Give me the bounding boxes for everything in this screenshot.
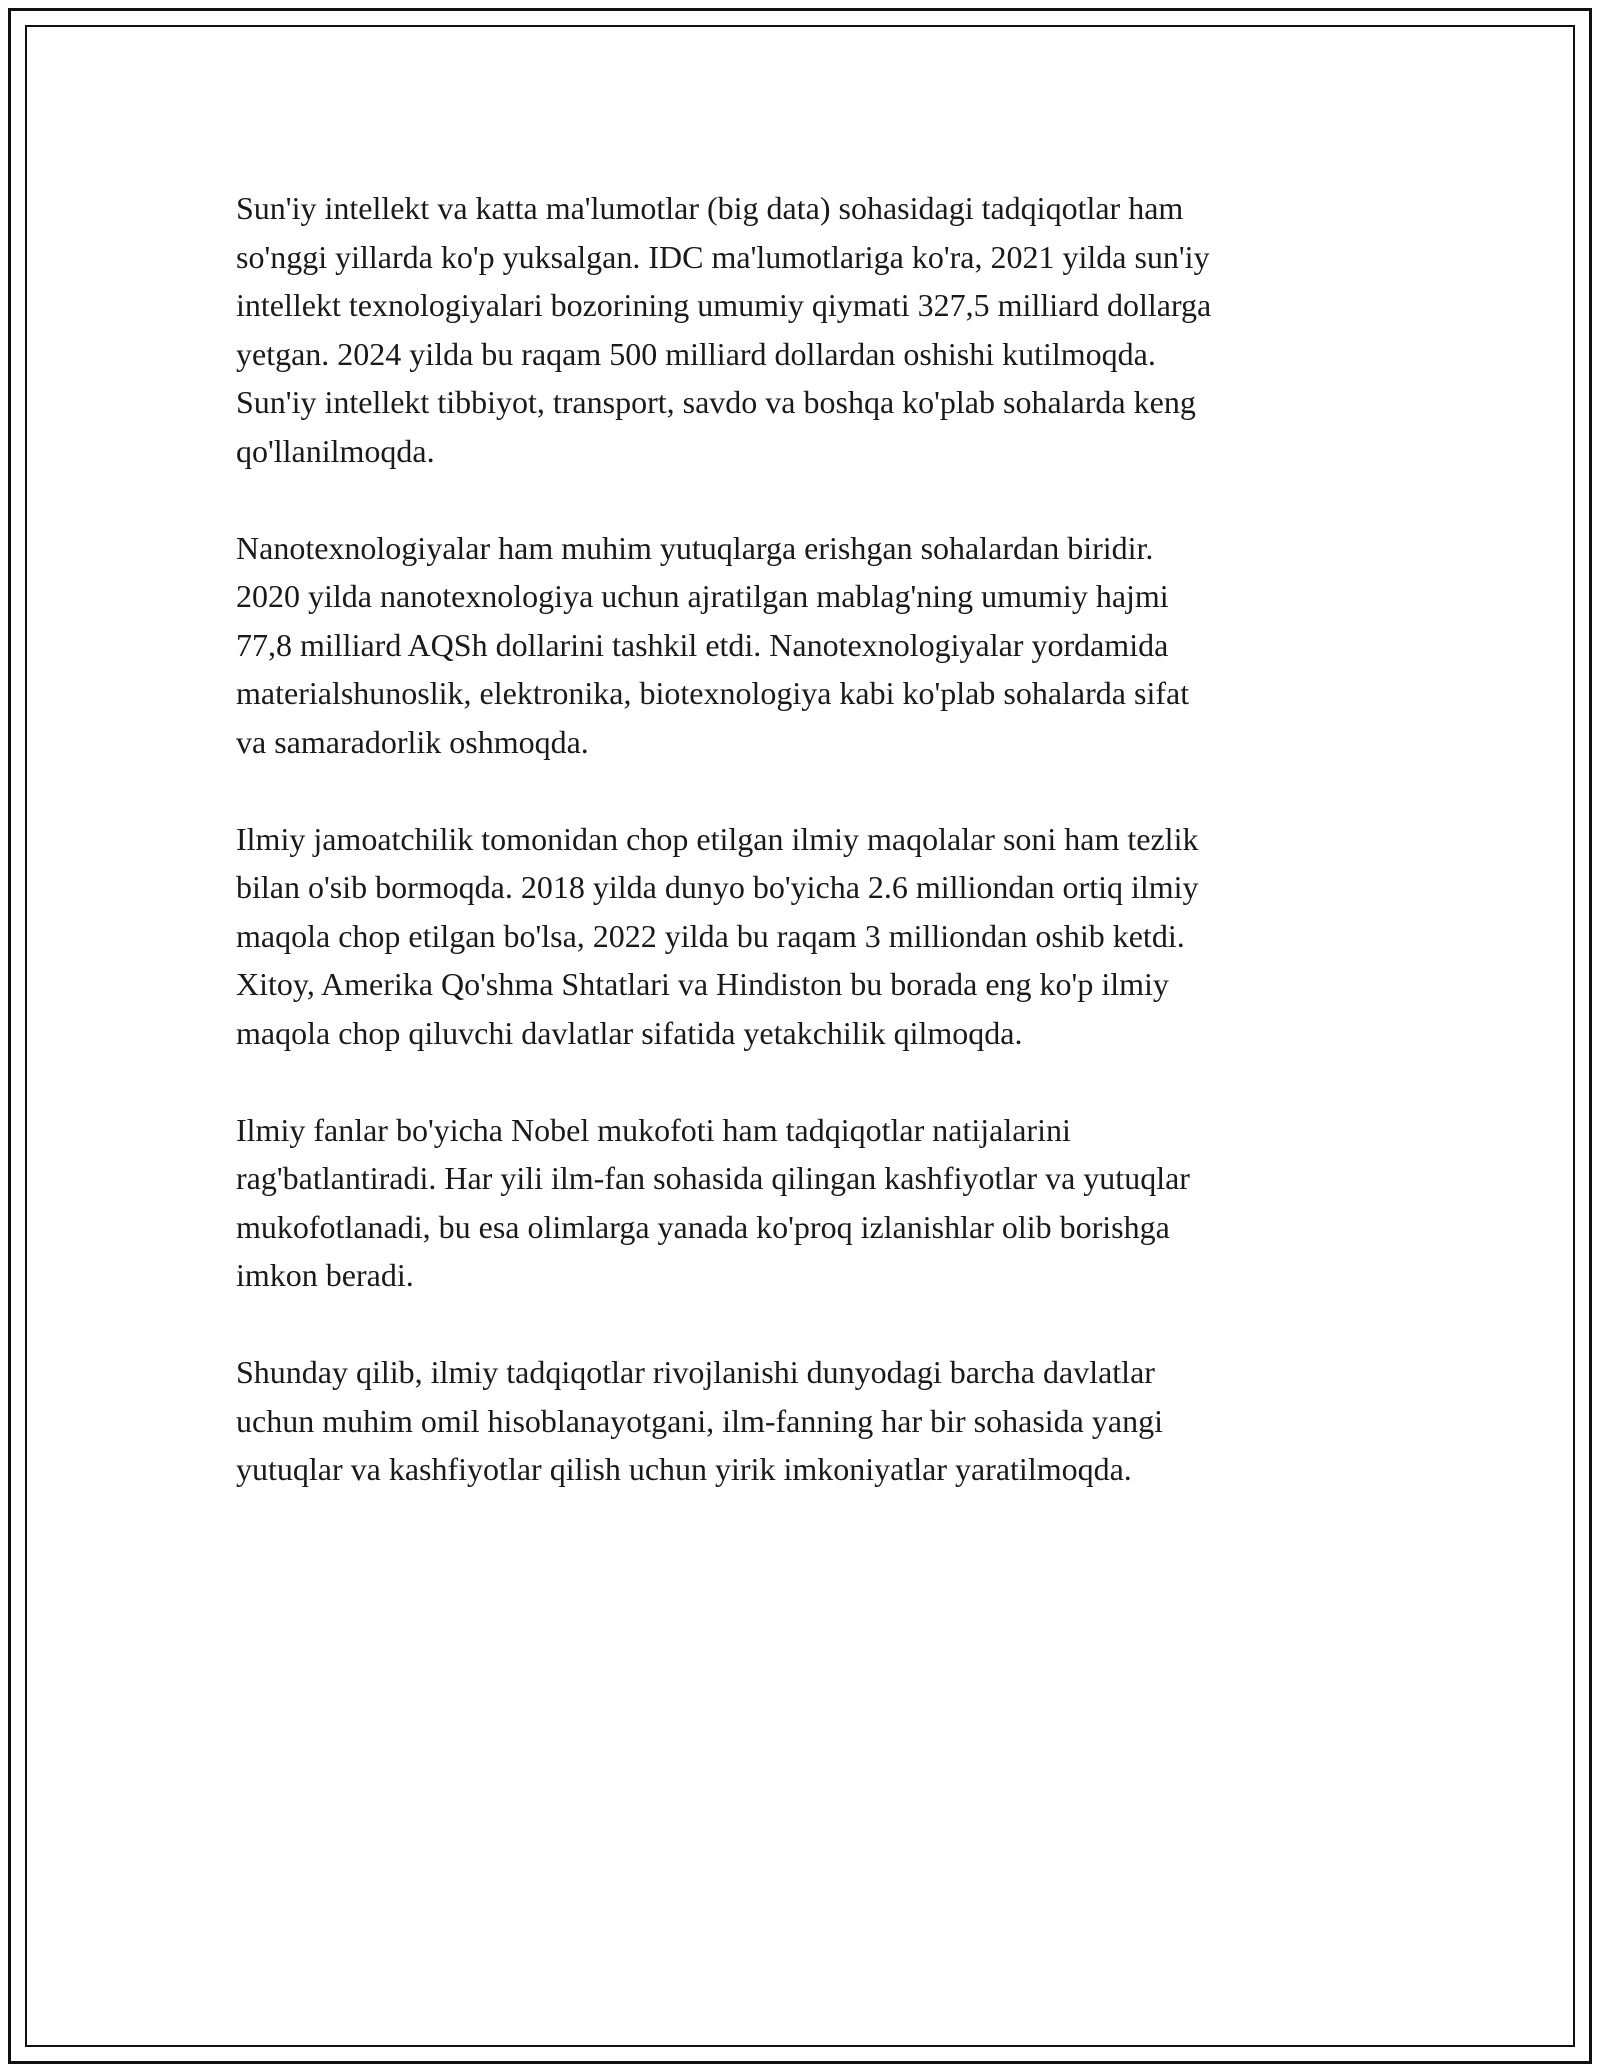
paragraph-scientific-publications: Ilmiy jamoatchilik tomonidan chop etilgan ilmiy maqolalar soni ham tezlik bilan o'sib bormoqda. 2018 yilda dunyo bo'yicha 2.6 milliondan ortiq ilmiy maqola chop etilgan bo'lsa, 2022 yilda bu raqam 3 milliondan oshib ketdi. Xitoy, Amerika Qo'shma Shtatlari va Hindiston bu borada eng ko'p ilmiy maqola chop qiluvchi davlatlar sifatida yetakchilik qilmoqda. — [236, 820, 1199, 1051]
paragraph-ai-big-data: Sun'iy intellekt va katta ma'lumotlar (big data) sohasidagi tadqiqotlar ham so'nggi yillarda ko'p yuksalgan. IDC ma'lumotlariga ko'ra, 2021 yilda sun'iy intellekt texnologiyalari bozorining umumiy qiymati 327,5 milliard dollarga yetgan. 2024 yilda bu raqam 500 milliard dollardan oshishi kutilmoqda. Sun'iy intellekt tibbiyot, transport, savdo va boshqa ko'plab sohalarda keng qo'llanilmoqda. — [236, 190, 1212, 469]
paragraph-conclusion: Shunday qilib, ilmiy tadqiqotlar rivojlanishi dunyodagi barcha davlatlar uchun muhim omil hisoblanayotgani, ilm-fanning har bir sohasida yangi yutuqlar va kashfiyotlar qilish uchun yirik imkoniyatlar yaratilmoqda. — [236, 1354, 1163, 1487]
paragraph-nobel-prize: Ilmiy fanlar bo'yicha Nobel mukofoti ham tadqiqotlar natijalarini rag'batlantiradi. Har yili ilm-fan sohasida qilingan kashfiyotlar va yutuqlar mukofotlanadi, bu esa olimlarga yanada ko'proq izlanishlar olib borishga imkon beradi. — [236, 1111, 1190, 1293]
document-body — [236, 184, 1366, 1542]
paragraph-nanotechnology: Nanotexnologiyalar ham muhim yutuqlarga erishgan sohalardan biridir. 2020 yilda nanotexnologiya uchun ajratilgan mablag'ning umumiy hajmi 77,8 milliard AQSh dollarini tashkil etdi. Nanotexnologiyalar yordamida materialshunoslik, elektronika, biotexnologiya kabi ko'plab sohalarda sifat va samaradorlik oshmoqda. — [236, 529, 1190, 760]
